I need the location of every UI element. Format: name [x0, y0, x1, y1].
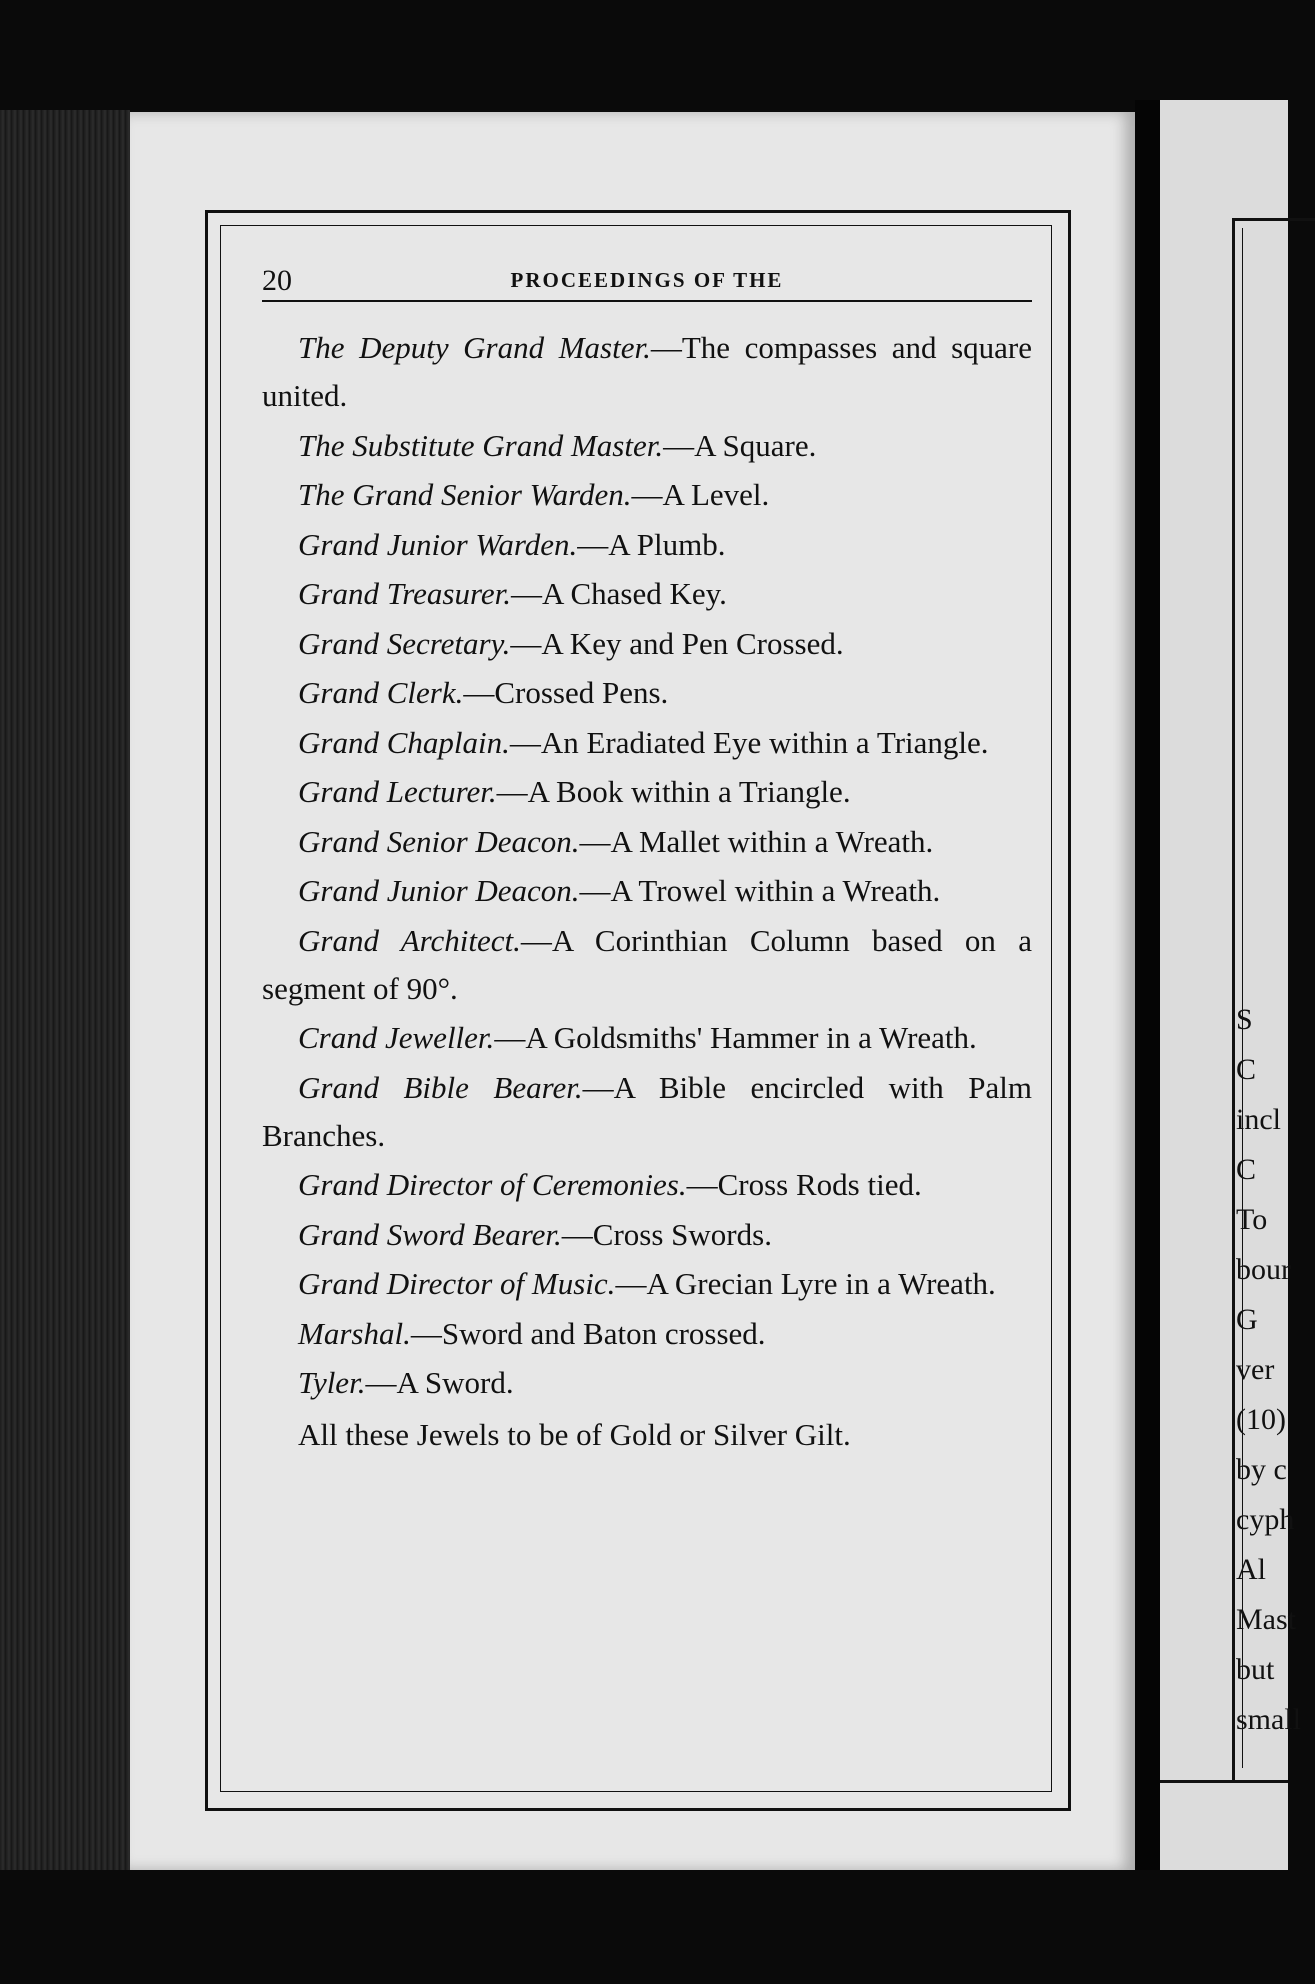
facing-fragment: S — [1236, 1003, 1253, 1036]
office-title: Marshal. — [298, 1315, 411, 1351]
jewel-entry — [262, 917, 1032, 1013]
facing-fragment: Al — [1236, 1553, 1266, 1586]
jewel-description: —A Trowel within a Wreath. — [579, 873, 941, 908]
jewel-entry — [262, 521, 1032, 569]
jewel-entry — [262, 620, 1032, 668]
office-title: Grand Junior Deacon. — [298, 873, 580, 908]
jewel-entry — [262, 570, 1032, 618]
office-title: The Deputy Grand Master. — [298, 330, 651, 365]
jewel-description: —A Goldsmiths' Hammer in a Wreath. — [494, 1020, 977, 1055]
closing-note: All these Jewels to be of Gold or Silver Gilt. — [298, 1417, 851, 1452]
office-title: Grand Director of Ceremonies. — [298, 1167, 687, 1202]
office-title: The Grand Senior Warden. — [298, 477, 632, 512]
jewel-entry — [262, 768, 1032, 816]
office-title: Grand Senior Deacon. — [298, 823, 580, 859]
jewel-entry — [262, 471, 1032, 519]
jewel-entry — [262, 669, 1032, 717]
jewel-description: —A Square. — [663, 427, 817, 463]
jewel-description: —A Sword. — [365, 1365, 514, 1400]
jewel-description: —Crossed Pens. — [463, 675, 669, 710]
jewel-entry — [262, 719, 1032, 767]
jewel-entry — [262, 1211, 1032, 1259]
jewel-entry — [262, 422, 1032, 470]
facing-page-bottom-rule — [1160, 1780, 1288, 1783]
jewel-description: —Sword and Baton crossed. — [410, 1315, 766, 1351]
page-number: 20 — [262, 264, 292, 297]
jewel-description: —The compasses and square united. — [262, 330, 1032, 413]
office-title: Grand Bible Bearer. — [298, 1069, 583, 1105]
jewel-description: —A Corinthian Column based on a segment of 90°. — [262, 922, 1032, 1006]
facing-page — [1160, 100, 1301, 1870]
jewel-description: —A Book within a Triangle. — [496, 774, 851, 809]
jewel-entry — [262, 324, 1032, 420]
jewel-entry — [262, 867, 1032, 915]
jewel-entry — [262, 1310, 1032, 1358]
facing-fragment: by c — [1236, 1453, 1287, 1486]
jewel-description: —Cross Swords. — [561, 1216, 772, 1252]
jewel-description: —A Chased Key. — [511, 576, 727, 611]
facing-fragment: cyph — [1236, 1503, 1295, 1536]
jewel-description: —A Bible encircled with Palm Branches. — [262, 1069, 1032, 1153]
jewel-description: —Cross Rods tied. — [686, 1167, 922, 1202]
facing-fragment: To — [1236, 1203, 1268, 1236]
facing-fragment: incl — [1236, 1103, 1281, 1136]
office-title: Crand Jeweller. — [298, 1020, 495, 1055]
book-edge — [0, 110, 130, 1870]
jewel-entry — [262, 1161, 1032, 1209]
jewel-description: —A Mallet within a Wreath. — [579, 823, 934, 859]
office-title: The Substitute Grand Master. — [298, 427, 664, 463]
office-title: Grand Clerk. — [298, 675, 464, 710]
jewel-description: —A Level. — [631, 477, 770, 512]
jewel-entry — [262, 1014, 1032, 1062]
facing-fragment: G — [1236, 1303, 1258, 1336]
facing-fragment: bour — [1236, 1253, 1291, 1286]
facing-fragment: C — [1236, 1053, 1257, 1086]
jewel-description: —A Grecian Lyre in a Wreath. — [615, 1266, 996, 1301]
office-title: Tyler. — [298, 1365, 366, 1400]
facing-fragment: Mast — [1236, 1603, 1296, 1636]
jewel-entry — [262, 1260, 1032, 1308]
office-title: Grand Treasurer. — [298, 576, 512, 611]
office-title: Grand Lecturer. — [298, 774, 497, 809]
jewel-description: —An Eradiated Eye within a Triangle. — [509, 724, 989, 760]
jewel-entry — [262, 1064, 1032, 1160]
office-title: Grand Secretary. — [298, 625, 511, 661]
office-title: Grand Architect. — [298, 922, 521, 958]
jewel-description: —A Key and Pen Crossed. — [510, 625, 844, 661]
office-title: Grand Junior Warden. — [298, 526, 578, 562]
page-content — [262, 250, 1032, 1461]
office-title: Grand Director of Music. — [298, 1266, 616, 1301]
jewel-description: —A Plumb. — [577, 526, 726, 562]
facing-fragment: C — [1236, 1153, 1257, 1186]
office-title: Grand Sword Bearer. — [298, 1216, 562, 1252]
page-header — [262, 250, 1032, 302]
jewel-entry — [262, 818, 1032, 866]
facing-page-text — [1236, 995, 1301, 1745]
facing-fragment: small — [1236, 1703, 1301, 1736]
facing-fragment: (10) — [1236, 1403, 1286, 1436]
facing-fragment: but — [1236, 1653, 1275, 1686]
jewel-entry — [262, 1359, 1032, 1407]
running-head: PROCEEDINGS OF THE — [510, 268, 784, 292]
office-title: Grand Chaplain. — [298, 724, 510, 760]
facing-fragment: ver — [1236, 1353, 1275, 1386]
